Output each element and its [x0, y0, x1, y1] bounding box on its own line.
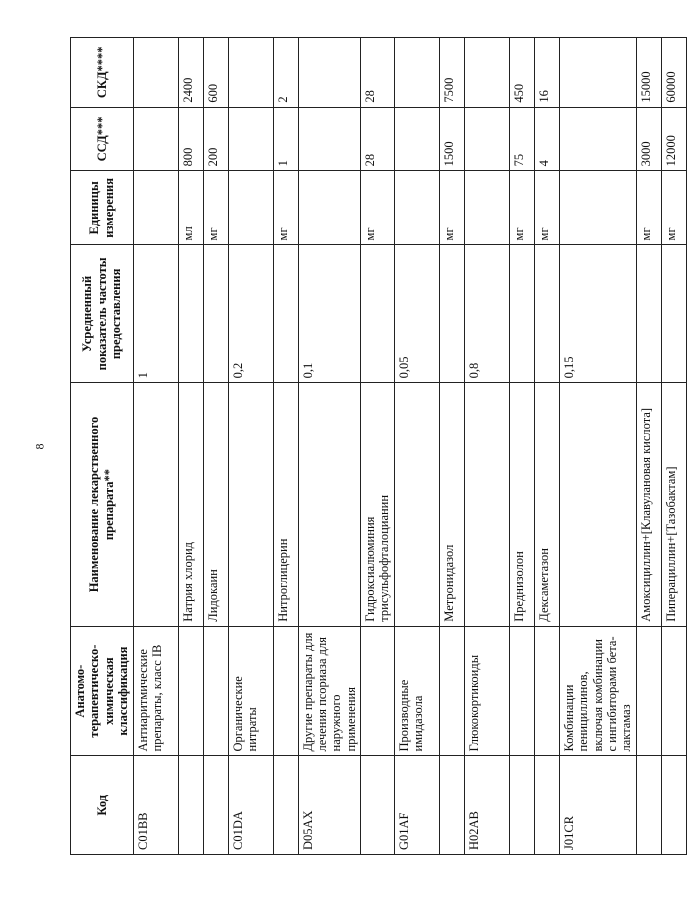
cell-ssd [464, 107, 509, 171]
header-skd: СКД**** [71, 38, 134, 108]
cell-drug-name: Натрия хлорид [178, 383, 203, 626]
drug-table [70, 37, 687, 855]
table-row [534, 38, 559, 855]
table-row [394, 38, 439, 855]
cell-drug-name [228, 383, 273, 626]
cell-atc [661, 626, 686, 756]
cell-units: мг [361, 171, 395, 245]
cell-drug-name: Гидроксиалюминия трисульфофталоцианин [361, 383, 395, 626]
cell-frequency: 0,05 [394, 245, 439, 383]
cell-drug-name: Дексаметазон [534, 383, 559, 626]
header-drug-name: Наименование лекарственного препарата** [71, 383, 134, 626]
cell-atc [636, 626, 661, 756]
cell-units [464, 171, 509, 245]
table-row [298, 38, 361, 855]
cell-skd [228, 38, 273, 108]
cell-skd: 450 [509, 38, 534, 108]
cell-units: мг [636, 171, 661, 245]
cell-skd: 600 [203, 38, 228, 108]
cell-frequency [661, 245, 686, 383]
table-row [559, 38, 636, 855]
cell-atc [534, 626, 559, 756]
cell-drug-name: Амоксициллин+[Клавулановая кислота] [636, 383, 661, 626]
rotated-table-container [70, 37, 678, 855]
cell-drug-name [464, 383, 509, 626]
cell-units: мг [509, 171, 534, 245]
table-row [178, 38, 203, 855]
cell-skd: 2400 [178, 38, 203, 108]
cell-code: J01CR [559, 756, 636, 855]
cell-ssd: 3000 [636, 107, 661, 171]
header-atc: Анатомо-терапевтическо-химическая классификация [71, 626, 134, 756]
cell-skd: 60000 [661, 38, 686, 108]
cell-units [228, 171, 273, 245]
cell-code: D05AX [298, 756, 361, 855]
cell-skd [559, 38, 636, 108]
table-row [228, 38, 273, 855]
cell-frequency [534, 245, 559, 383]
cell-drug-name [559, 383, 636, 626]
cell-code: H02AB [464, 756, 509, 855]
cell-ssd [133, 107, 178, 171]
cell-ssd: 75 [509, 107, 534, 171]
table-row [273, 38, 298, 855]
cell-ssd [298, 107, 361, 171]
cell-frequency [509, 245, 534, 383]
table-row [203, 38, 228, 855]
cell-ssd [559, 107, 636, 171]
cell-ssd: 1 [273, 107, 298, 171]
cell-atc [178, 626, 203, 756]
cell-drug-name: Нитроглицерин [273, 383, 298, 626]
cell-drug-name: Преднизолон [509, 383, 534, 626]
cell-frequency [273, 245, 298, 383]
cell-skd: 28 [361, 38, 395, 108]
cell-frequency [361, 245, 395, 383]
cell-skd [298, 38, 361, 108]
cell-code: C01DA [228, 756, 273, 855]
cell-ssd [228, 107, 273, 171]
cell-drug-name [133, 383, 178, 626]
cell-code [636, 756, 661, 855]
cell-skd: 7500 [439, 38, 464, 108]
cell-units [394, 171, 439, 245]
cell-frequency [636, 245, 661, 383]
cell-skd: 2 [273, 38, 298, 108]
cell-atc: Производные имидазола [394, 626, 439, 756]
header-ssd: ССД*** [71, 107, 134, 171]
cell-code [273, 756, 298, 855]
cell-drug-name [298, 383, 361, 626]
cell-ssd: 12000 [661, 107, 686, 171]
cell-atc [509, 626, 534, 756]
cell-atc [203, 626, 228, 756]
cell-units: мг [439, 171, 464, 245]
cell-units: мг [661, 171, 686, 245]
cell-units [133, 171, 178, 245]
cell-atc [439, 626, 464, 756]
cell-skd [394, 38, 439, 108]
header-code: Код [71, 756, 134, 855]
cell-skd: 15000 [636, 38, 661, 108]
header-row [71, 38, 134, 855]
cell-skd [133, 38, 178, 108]
cell-ssd: 1500 [439, 107, 464, 171]
table-row [464, 38, 509, 855]
cell-frequency: 0,1 [298, 245, 361, 383]
header-units: Единицы измерения [71, 171, 134, 245]
cell-atc: Антиаритмические препараты, класс IB [133, 626, 178, 756]
cell-units [298, 171, 361, 245]
cell-drug-name: Метронидазол [439, 383, 464, 626]
cell-code: G01AF [394, 756, 439, 855]
cell-ssd: 200 [203, 107, 228, 171]
cell-code [203, 756, 228, 855]
cell-ssd [394, 107, 439, 171]
page-number: 8 [32, 443, 47, 450]
cell-code [509, 756, 534, 855]
cell-atc [273, 626, 298, 756]
cell-atc: Комбинации пенициллинов, включая комбинации с ингибиторами бета-лактамаз [559, 626, 636, 756]
cell-atc: Органические нитраты [228, 626, 273, 756]
cell-units: мг [203, 171, 228, 245]
cell-units: мг [273, 171, 298, 245]
cell-drug-name: Лидокаин [203, 383, 228, 626]
cell-atc: Другие препараты для лечения псориаза для наружного применения [298, 626, 361, 756]
cell-frequency: 0,15 [559, 245, 636, 383]
cell-frequency [178, 245, 203, 383]
cell-code [178, 756, 203, 855]
cell-code [534, 756, 559, 855]
cell-frequency [203, 245, 228, 383]
cell-atc: Глюкокортикоиды [464, 626, 509, 756]
cell-units: мг [534, 171, 559, 245]
cell-ssd: 4 [534, 107, 559, 171]
cell-ssd: 800 [178, 107, 203, 171]
cell-code [439, 756, 464, 855]
table-row [661, 38, 686, 855]
table-row [509, 38, 534, 855]
cell-frequency: 0,8 [464, 245, 509, 383]
cell-code: C01BB [133, 756, 178, 855]
cell-drug-name: Пиперациллин+[Тазобактам] [661, 383, 686, 626]
cell-code [361, 756, 395, 855]
cell-units [559, 171, 636, 245]
cell-skd [464, 38, 509, 108]
cell-ssd: 28 [361, 107, 395, 171]
header-frequency: Усредненный показатель частоты предоставления [71, 245, 134, 383]
cell-frequency: 1 [133, 245, 178, 383]
table-row [133, 38, 178, 855]
cell-units: мл [178, 171, 203, 245]
table-row [361, 38, 395, 855]
cell-code [661, 756, 686, 855]
table-row [439, 38, 464, 855]
table-row [636, 38, 661, 855]
cell-frequency [439, 245, 464, 383]
cell-skd: 16 [534, 38, 559, 108]
cell-atc [361, 626, 395, 756]
cell-frequency: 0,2 [228, 245, 273, 383]
cell-drug-name [394, 383, 439, 626]
